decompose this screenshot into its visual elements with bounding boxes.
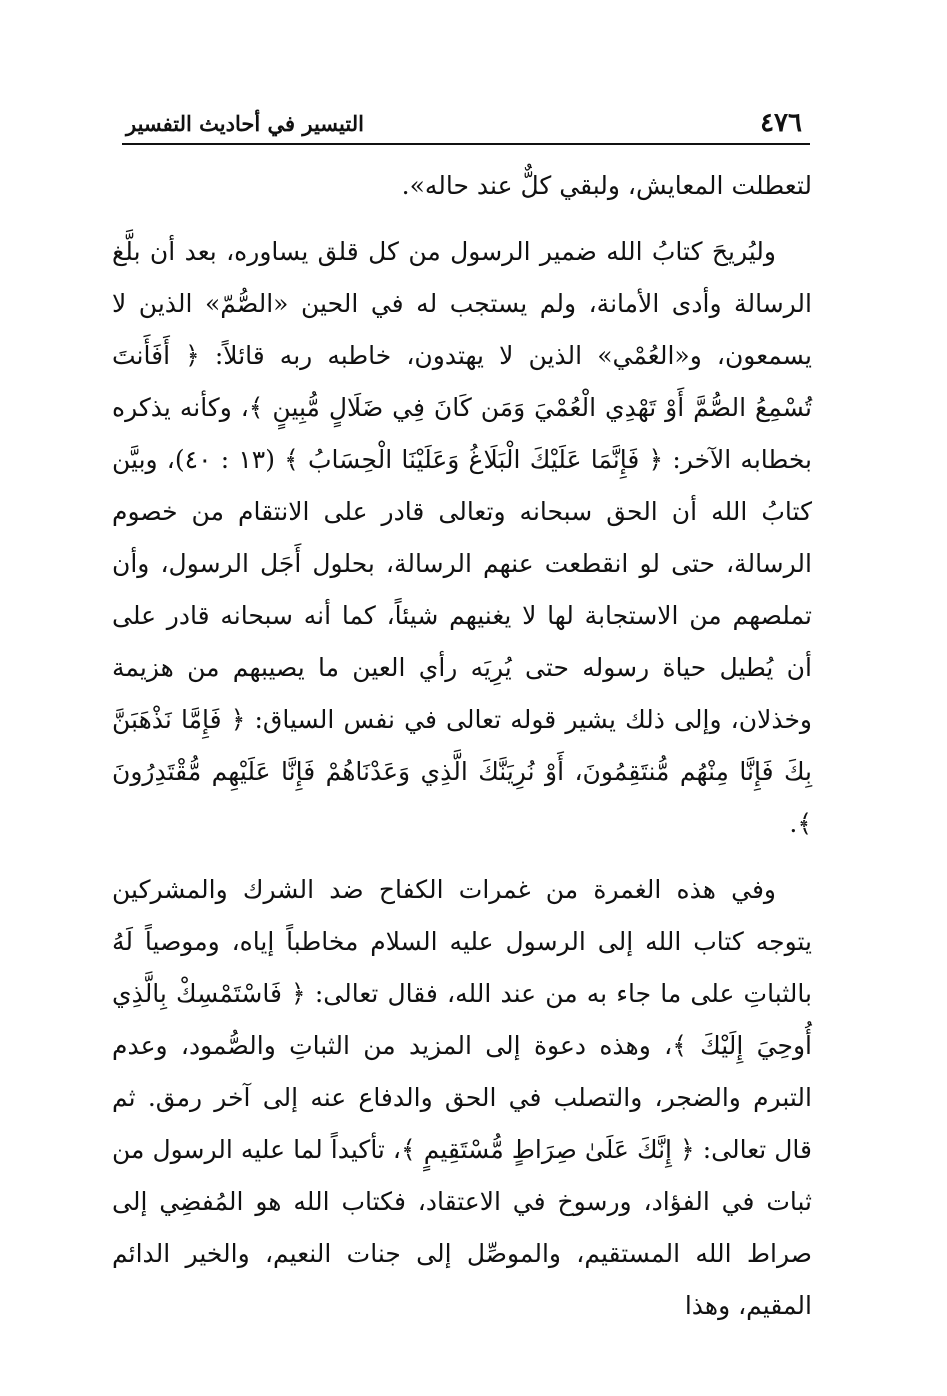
paragraph-1: لتعطلت المعايش، ولبقي كلٌّ عند حاله». [401,171,812,200]
header-rule [122,143,810,145]
running-header [122,108,810,142]
body-text [112,160,812,1332]
paragraph-3: وفي هذه الغمرة من غمرات الكفاح ضد الشرك والمشركين يتوجه كتاب الله إلى الرسول عليه السلام مخاطباً إياه، وموصياً لَهُ بالثباتِ على ما جاء به من عند الله، فقال تعالى: ﴿ فَاسْتَمْسِكْ بِالَّذِي أُوحِيَ إِلَيْكَ ﴾، وهذه دعوة إلى المزيد من الثباتِ والصُّمود، وعدم التبرم والضجر، والتصلب في الحق والدفاع عنه إلى آخر رمق. ثم قال تعالى: ﴿ إِنَّكَ عَلَىٰ صِرَاطٍ مُّسْتَقِيمٍ ﴾، تأكيداً لما عليه الرسول من ثبات في الفؤاد، ورسوخ في الاعتقاد، فكتاب الله هو المُفضِي إلى صراط الله المستقيم، والموصِّل إلى جنات النعيم، والخير الدائم المقيم، وهذا [112,875,812,1320]
paragraph-2: وليُريحَ كتابُ الله ضمير الرسول من كل قلق يساوره، بعد أن بلَّغ الرسالة وأدى الأمانة، ولم يستجب له في الحين «الصُّمّ» الذين لا يسمعون، و«العُمْي» الذين لا يهتدون، خاطبه ربه قائلاً: ﴿ أَفَأَنتَ تُسْمِعُ الصُّمَّ أَوْ تَهْدِي الْعُمْيَ وَمَن كَانَ فِي ضَلَالٍ مُّبِينٍ ﴾، وكأنه يذكره بخطابه الآخر: ﴿ فَإِنَّمَا عَلَيْكَ الْبَلَاغُ وَعَلَيْنَا الْحِسَابُ ﴾ (١٣ : ٤٠)، وبيَّن كتابُ الله أن الحق سبحانه وتعالى قادر على الانتقام من خصوم الرسالة، حتى لو انقطعت عنهم الرسالة، بحلول أَجَل الرسول، وأن تملصهم من الاستجابة لها لا يغنيهم شيئاً، كما أنه سبحانه قادر على أن يُطيل حياة رسوله حتى يُرِيَه رأي العين ما يصيبهم من هزيمة وخذلان، وإلى ذلك يشير قوله تعالى في نفس السياق: ﴿ فَإِمَّا نَذْهَبَنَّ بِكَ فَإِنَّا مِنْهُم مُّنتَقِمُونَ، أَوْ نُرِيَنَّكَ الَّذِي وَعَدْنَاهُمْ فَإِنَّا عَلَيْهِم مُّقْتَدِرُونَ ﴾. [112,237,813,838]
page-number: ٤٧٦ [760,108,802,138]
book-title: التيسير في أحاديث التفسير [126,111,364,136]
